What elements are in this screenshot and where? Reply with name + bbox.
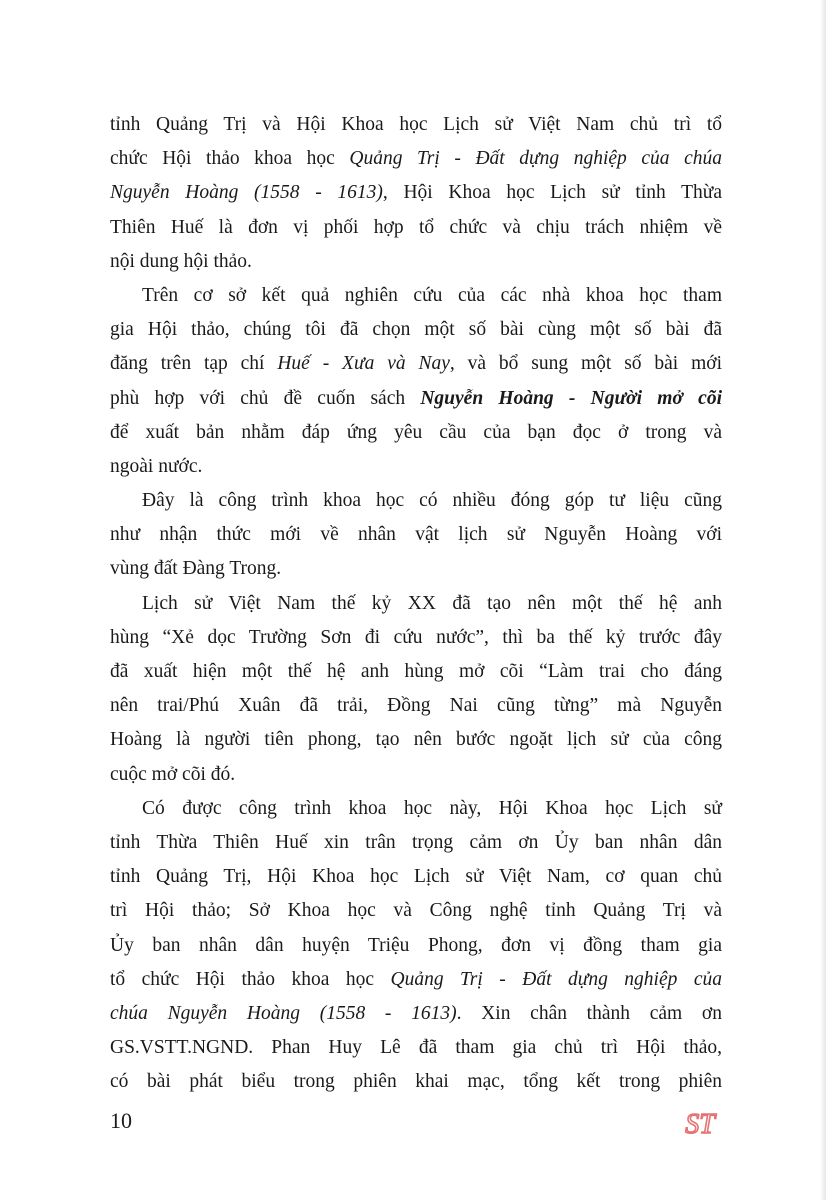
text-segment: Nguyễn Hoàng (1558 - 1613)	[110, 182, 383, 204]
text-segment: tổ chức Hội thảo khoa học	[110, 968, 391, 990]
text-segment: có bài phát biểu trong phiên khai mạc, tổng kết trong phiên	[110, 1071, 722, 1093]
page-number: 10	[110, 1108, 132, 1133]
text-segment: để xuất bản nhằm đáp ứng yêu cầu của bạn đọc ở trong và	[110, 421, 722, 443]
text-segment: Đây là công trình khoa học có nhiều đóng góp tư liệu cũng	[142, 490, 722, 512]
text-line	[110, 518, 722, 552]
text-line	[110, 142, 722, 176]
text-line	[110, 1065, 722, 1099]
text-line	[110, 347, 722, 381]
text-line	[110, 552, 722, 586]
text-line	[110, 826, 722, 860]
text-segment: đã xuất hiện một thế hệ anh hùng mở cõi “Làm trai cho đáng	[110, 661, 722, 682]
text-line	[110, 621, 722, 655]
text-segment: vùng đất Đàng Trong.	[110, 558, 282, 580]
publisher-logo-text: ST	[685, 1109, 715, 1140]
text-line	[110, 723, 722, 757]
text-segment: Trên cơ sở kết quả nghiên cứu của các nhà khoa học tham	[142, 284, 722, 306]
text-line	[110, 279, 722, 313]
text-segment: gia Hội thảo, chúng tôi đã chọn một số bài cùng một số bài đã	[110, 319, 722, 341]
text-segment: chức Hội thảo khoa học	[110, 148, 350, 170]
text-segment: ngoài nước.	[110, 455, 203, 477]
text-segment: Lịch sử Việt Nam thế kỷ XX đã tạo nên một thế hệ anh	[142, 592, 722, 614]
text-line	[110, 245, 722, 279]
text-line	[110, 382, 722, 416]
text-segment: trì Hội thảo; Sở Khoa học và Công nghệ tỉnh Quảng Trị và	[110, 900, 722, 922]
page-edge-shadow	[820, 0, 826, 1200]
text-segment: như nhận thức mới về nhân vật lịch sử Nguyễn Hoàng với	[110, 524, 722, 546]
text-segment: Quảng Trị - Đất dựng nghiệp của chúa	[349, 148, 722, 170]
text-line	[110, 176, 722, 210]
text-segment: tỉnh Quảng Trị và Hội Khoa học Lịch sử Việt Nam chủ trì tổ	[110, 114, 722, 135]
text-segment: Quảng Trị - Đất dựng nghiệp của	[390, 968, 722, 990]
text-line	[110, 860, 722, 894]
text-segment: nội dung hội thảo.	[110, 250, 252, 272]
text-line	[110, 108, 722, 142]
text-segment: hùng “Xẻ dọc Trường Sơn đi cứu nước”, thì ba thế kỷ trước đây	[110, 626, 722, 648]
text-segment: GS.VSTT.NGND. Phan Huy Lê đã tham gia chủ trì Hội thảo,	[110, 1037, 722, 1059]
text-line	[110, 313, 722, 347]
text-line	[110, 416, 722, 450]
body-text	[110, 108, 722, 1099]
text-segment: tỉnh Thừa Thiên Huế xin trân trọng cảm ơn Ủy ban nhân dân	[110, 831, 722, 853]
text-segment: Thiên Huế là đơn vị phối hợp tổ chức và chịu trách nhiệm về	[110, 216, 722, 238]
text-segment: chúa Nguyễn Hoàng (1558 - 1613)	[110, 1002, 457, 1024]
text-segment: Có được công trình khoa học này, Hội Khoa học Lịch sử	[142, 797, 722, 819]
text-line	[110, 963, 722, 997]
text-segment: Hoàng là người tiên phong, tạo nên bước ngoặt lịch sử của công	[110, 729, 722, 751]
text-segment: cuộc mở cõi đó.	[110, 763, 236, 785]
text-line	[110, 758, 722, 792]
text-line	[110, 929, 722, 963]
text-segment: Ủy ban nhân dân huyện Triệu Phong, đơn vị đồng tham gia	[110, 934, 722, 956]
text-line	[110, 689, 722, 723]
text-segment: , và bổ sung một số bài mới	[449, 353, 722, 375]
text-segment: Huế - Xưa và Nay	[277, 353, 450, 375]
text-line	[110, 450, 722, 484]
text-line	[110, 792, 722, 826]
text-segment: đăng trên tạp chí	[110, 353, 278, 375]
text-segment: , Hội Khoa học Lịch sử tỉnh Thừa	[382, 182, 722, 204]
text-segment: . Xin chân thành cảm ơn	[456, 1002, 722, 1024]
text-line	[110, 655, 722, 689]
text-segment: Nguyễn Hoàng - Người mở cõi	[420, 387, 722, 409]
text-line	[110, 211, 722, 245]
text-line	[110, 894, 722, 928]
text-line	[110, 1031, 722, 1065]
text-line	[110, 997, 722, 1031]
text-segment: nên trai/Phú Xuân đã trải, Đồng Nai cũng từng” mà Nguyễn	[110, 695, 722, 717]
text-line	[110, 587, 722, 621]
publisher-logo	[680, 1106, 720, 1140]
text-segment: tỉnh Quảng Trị, Hội Khoa học Lịch sử Việt Nam, cơ quan chủ	[110, 866, 722, 888]
text-line	[110, 484, 722, 518]
text-segment: phù hợp với chủ đề cuốn sách	[110, 387, 421, 409]
